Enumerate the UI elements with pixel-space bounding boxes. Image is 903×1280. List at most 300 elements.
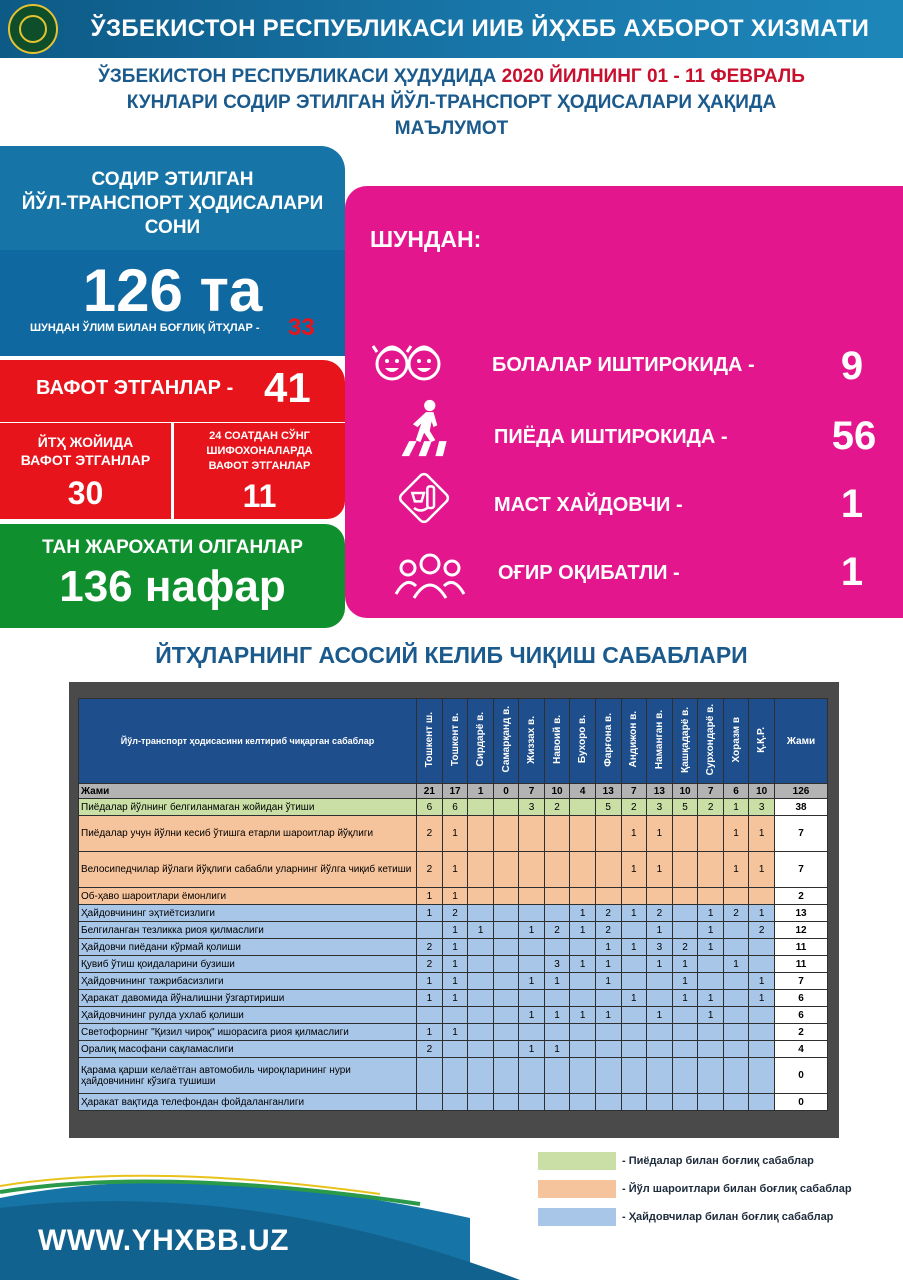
- table-total-row: [79, 784, 828, 799]
- table-cell: [749, 1058, 775, 1094]
- region-name: Навоий в.: [551, 715, 563, 764]
- region-name: Фарғона в.: [602, 712, 614, 767]
- table-cell: [468, 1094, 493, 1111]
- table-cell: [672, 905, 698, 922]
- region-name: Қ.Қ.Р.: [756, 726, 768, 753]
- table-cell: 1: [595, 1007, 621, 1024]
- table-cell: [723, 1024, 748, 1041]
- table-cell: 1: [442, 990, 468, 1007]
- table-cell: [672, 816, 698, 852]
- table-cell: [647, 888, 673, 905]
- table-cell: 1: [468, 784, 493, 799]
- table-cell: 1: [570, 922, 595, 939]
- region-name: Қашқадарё в.: [679, 706, 691, 773]
- table-cell: [595, 888, 621, 905]
- table-cell: [493, 1024, 518, 1041]
- table-cell: 1: [749, 973, 775, 990]
- table-row: [79, 852, 828, 888]
- table-cell: [698, 973, 723, 990]
- table-cell: [621, 1058, 646, 1094]
- table-cell: [544, 1024, 570, 1041]
- table-cell: [647, 1058, 673, 1094]
- breakdown-label-children: БОЛАЛАР ИШТИРОКИДА -: [492, 354, 755, 376]
- deaths-value: 41: [264, 364, 311, 411]
- table-cell: 7: [621, 784, 646, 799]
- table-cell: [621, 1024, 646, 1041]
- table-cell: 2: [417, 816, 443, 852]
- table-header-region: [544, 699, 570, 784]
- breakdown-label-drunk: МАСТ ХАЙДОВЧИ -: [494, 494, 683, 516]
- table-cell: 1: [749, 852, 775, 888]
- table-cell: [544, 905, 570, 922]
- table-cell: [519, 956, 544, 973]
- table-cell: 7: [519, 784, 544, 799]
- table-header-region: [723, 699, 748, 784]
- hospital-deaths-label-2: ШИФОХОНАЛАРДА: [206, 445, 313, 457]
- table-cell-sum: 2: [775, 888, 828, 905]
- table-cell-sum: 6: [775, 1007, 828, 1024]
- table-cell: [468, 973, 493, 990]
- injured-label: ТАН ЖАРОХАТИ ОЛГАНЛАР: [42, 537, 303, 558]
- table-cell: [493, 888, 518, 905]
- table-cell: [493, 1094, 518, 1111]
- table-cell: [519, 1024, 544, 1041]
- table-cell: 1: [647, 1007, 673, 1024]
- table-cell: [647, 990, 673, 1007]
- region-name: Андижон в.: [628, 711, 640, 768]
- table-cell-sum: 0: [775, 1058, 828, 1094]
- table-cell: [723, 922, 748, 939]
- table-cell: [749, 888, 775, 905]
- table-cell: [544, 1058, 570, 1094]
- table-cell: [570, 939, 595, 956]
- table-cell: 1: [544, 1007, 570, 1024]
- table-cell: [442, 1041, 468, 1058]
- hospital-deaths-label-3: ВАФОТ ЭТГАНЛАР: [208, 460, 311, 472]
- header-title: ЎЗБЕКИСТОН РЕСПУБЛИКАСИ ИИВ ЙҲХББ АХБОРОТ ХИЗМАТИ: [90, 15, 870, 42]
- table-cell: 1: [749, 990, 775, 1007]
- region-name: Самарқанд в.: [500, 706, 512, 773]
- table-cell: [647, 1024, 673, 1041]
- table-cell: 1: [621, 990, 646, 1007]
- table-cell: 2: [417, 852, 443, 888]
- table-cell: [647, 1094, 673, 1111]
- table-header-region: [468, 699, 493, 784]
- table-cell: 1: [519, 973, 544, 990]
- table-cell: [468, 1007, 493, 1024]
- table-row: [79, 1041, 828, 1058]
- website-link[interactable]: WWW.YHXBB.UZ: [38, 1224, 289, 1257]
- table-cell: 1: [417, 888, 443, 905]
- table-header-region: [698, 699, 723, 784]
- table-cell: 10: [749, 784, 775, 799]
- table-cell: 17: [442, 784, 468, 799]
- legend-label-driver: - Ҳайдовчилар билан боғлиқ сабаблар: [622, 1211, 834, 1223]
- table-cell-sum: 11: [775, 956, 828, 973]
- table-cell: 1: [647, 852, 673, 888]
- table-cell: 1: [723, 799, 748, 816]
- table-cell: [468, 888, 493, 905]
- table-cell: [749, 956, 775, 973]
- breakdown-value-pedestrian: 56: [831, 414, 877, 458]
- table-header-cause: Йўл-транспорт ҳодисасини келтириб чиқарган сабаблар: [79, 699, 417, 784]
- table-cell: 2: [749, 922, 775, 939]
- table-cell: [493, 1058, 518, 1094]
- table-row: [79, 939, 828, 956]
- table-cell: [749, 1024, 775, 1041]
- subtitle-date-range: 2020 ЙИЛНИНГ 01 - 11 ФЕВРАЛЬ: [501, 66, 805, 87]
- table-cell: [493, 799, 518, 816]
- table-cell: [570, 1058, 595, 1094]
- table-cell: [647, 973, 673, 990]
- table-header-region: [570, 699, 595, 784]
- table-cell: 10: [672, 784, 698, 799]
- table-header-region: [417, 699, 443, 784]
- cause-label: Оралиқ масофани сақламаслиги: [79, 1041, 417, 1058]
- table-cell: [493, 1041, 518, 1058]
- table-row: [79, 1094, 828, 1111]
- table-cell: [723, 1041, 748, 1058]
- table-header-region: [595, 699, 621, 784]
- table-cell: 1: [647, 816, 673, 852]
- table-cell: 1: [442, 816, 468, 852]
- table-cell: 3: [519, 799, 544, 816]
- cause-label: Ҳайдовчининг эҳтиётсизлиги: [79, 905, 417, 922]
- table-cell: [493, 939, 518, 956]
- pedestrian-icon: [390, 398, 462, 458]
- table-cell: 2: [595, 922, 621, 939]
- table-cell: [570, 816, 595, 852]
- table-row: [79, 990, 828, 1007]
- table-cell: [493, 922, 518, 939]
- table-cell: [544, 888, 570, 905]
- breakdown-value-children: 9: [840, 344, 864, 388]
- table-cell: 1: [672, 973, 698, 990]
- table-cell: [468, 905, 493, 922]
- table-row: [79, 922, 828, 939]
- table-cell: 1: [519, 1007, 544, 1024]
- table-cell: 3: [647, 939, 673, 956]
- table-cell: [698, 816, 723, 852]
- subtitle-line1a: ЎЗБЕКИСТОН РЕСПУБЛИКАСИ ҲУДУДИДА: [98, 66, 502, 87]
- table-cell: 5: [672, 799, 698, 816]
- scene-deaths-value: 30: [67, 475, 104, 511]
- table-cell: 1: [442, 852, 468, 888]
- table-cell: 2: [723, 905, 748, 922]
- table-cell: [723, 939, 748, 956]
- hospital-deaths-panel: [174, 423, 345, 519]
- table-cell: [672, 1007, 698, 1024]
- cause-label: Ҳайдовчининг тажрибасизлиги: [79, 973, 417, 990]
- region-name: Тошкент в.: [449, 712, 461, 767]
- table-cell-sum: 0: [775, 1094, 828, 1111]
- table-cell: [544, 939, 570, 956]
- table-cell: 1: [749, 905, 775, 922]
- table-cell: [417, 1094, 443, 1111]
- table-cell: [519, 990, 544, 1007]
- table-cell: 13: [647, 784, 673, 799]
- cause-label: Ҳайдовчи пиёдани кўрмай қолиши: [79, 939, 417, 956]
- region-name: Сурхондарё в.: [705, 703, 717, 776]
- table-cell: [544, 1094, 570, 1111]
- table-cell: 1: [570, 1007, 595, 1024]
- table-cell: 1: [417, 905, 443, 922]
- table-cell: 1: [570, 956, 595, 973]
- cause-label: Қувиб ўтиш қоидаларини бузиши: [79, 956, 417, 973]
- fatal-incidents-value: 33: [288, 314, 315, 341]
- table-cell: 1: [442, 939, 468, 956]
- table-row: [79, 888, 828, 905]
- table-cell: 1: [621, 905, 646, 922]
- region-name: Хоразм в: [730, 716, 742, 763]
- cause-label: Велосипедчилар йўлаги йўқлиги сабабли уларнинг йўлга чиқиб кетиши: [79, 852, 417, 888]
- table-cell: [672, 852, 698, 888]
- table-cell: 5: [595, 799, 621, 816]
- table-cell: [442, 1094, 468, 1111]
- table-cell: [749, 1007, 775, 1024]
- table-cell: [468, 1024, 493, 1041]
- table-cell: 2: [544, 922, 570, 939]
- table-cell: [698, 956, 723, 973]
- table-cell: 1: [647, 956, 673, 973]
- table-cell: 21: [417, 784, 443, 799]
- table-cell-sum: 6: [775, 990, 828, 1007]
- breakdown-label-pedestrian: ПИЁДА ИШТИРОКИДА -: [494, 426, 728, 448]
- table-cell-sum: 4: [775, 1041, 828, 1058]
- table-header-region: [647, 699, 673, 784]
- table-cell: [595, 990, 621, 1007]
- table-cell: [698, 1094, 723, 1111]
- table-cell: [570, 799, 595, 816]
- table-cell: [468, 852, 493, 888]
- table-cell: 4: [570, 784, 595, 799]
- table-cell: 1: [417, 973, 443, 990]
- table-cell: [723, 1058, 748, 1094]
- cause-label: Ҳаракат давомида йўналишни ўзгартириши: [79, 990, 417, 1007]
- subtitle-line3: МАЪЛУМОТ: [394, 118, 509, 139]
- legend-label-road: - Йўл шароитлари билан боғлиқ сабаблар: [622, 1183, 852, 1195]
- table-cell: [519, 1058, 544, 1094]
- table-cell: 1: [442, 956, 468, 973]
- table-cell: [468, 990, 493, 1007]
- table-cell: [417, 922, 443, 939]
- table-cell: 6: [417, 799, 443, 816]
- table-cell: 2: [417, 956, 443, 973]
- table-cell: 1: [621, 852, 646, 888]
- table-cell: [519, 888, 544, 905]
- region-name: Тошкент ш.: [423, 711, 435, 768]
- table-cell: [621, 922, 646, 939]
- hospital-deaths-value: 11: [242, 478, 277, 514]
- table-cell: 1: [519, 922, 544, 939]
- incidents-value: 126 та: [82, 257, 263, 324]
- table-cell: 1: [723, 816, 748, 852]
- table-cell: 6: [442, 799, 468, 816]
- table-cell: 1: [595, 939, 621, 956]
- total-row-label: Жами: [79, 784, 417, 799]
- scene-deaths-label-1: ЙТҲ ЖОЙИДА: [37, 434, 134, 450]
- table-cell: 1: [698, 990, 723, 1007]
- table-cell: [672, 1024, 698, 1041]
- table-cell: 1: [595, 956, 621, 973]
- table-header-region: [621, 699, 646, 784]
- table-cell: [698, 1058, 723, 1094]
- table-cell: [519, 939, 544, 956]
- table-cell: 1: [544, 973, 570, 990]
- region-name: Бухоро в.: [577, 715, 589, 764]
- table-cell: [672, 1094, 698, 1111]
- table-cell-sum: 38: [775, 799, 828, 816]
- table-cell: 1: [672, 990, 698, 1007]
- table-cell: 1: [442, 922, 468, 939]
- table-cell: 13: [595, 784, 621, 799]
- table-row: [79, 1007, 828, 1024]
- table-cell: [493, 956, 518, 973]
- table-cell: 1: [417, 1024, 443, 1041]
- incidents-label: [0, 168, 345, 240]
- table-cell: [595, 1041, 621, 1058]
- table-cell: 0: [493, 784, 518, 799]
- cause-label: Ҳайдовчининг рулда ухлаб қолиши: [79, 1007, 417, 1024]
- table-cell: 1: [519, 1041, 544, 1058]
- table-cell: 1: [570, 905, 595, 922]
- table-cell: [749, 1094, 775, 1111]
- breakdown-title: ШУНДАН:: [370, 226, 482, 252]
- table-cell: [749, 1041, 775, 1058]
- table-cell: 1: [442, 888, 468, 905]
- table-cell: 2: [544, 799, 570, 816]
- table-cell: [672, 1041, 698, 1058]
- table-cell: 1: [723, 852, 748, 888]
- table-cell: [621, 956, 646, 973]
- injured-value: 136 нафар: [59, 562, 286, 611]
- hospital-deaths-label-1: 24 СОАТДАН СЎНГ: [209, 430, 310, 442]
- cause-label: Пиёдалар учун йўлни кесиб ўтишга етарли шароитлар йўқлиги: [79, 816, 417, 852]
- table-cell: [595, 1094, 621, 1111]
- legend-label-pedestrian: - Пиёдалар билан боғлиқ сабаблар: [622, 1155, 814, 1167]
- causes-table: [78, 698, 828, 1111]
- table-cell: [544, 990, 570, 1007]
- table-cell: [621, 973, 646, 990]
- table-cell: 1: [698, 922, 723, 939]
- table-header-region: [519, 699, 544, 784]
- cause-label: Белгиланган тезликка риоя қилмаслиги: [79, 922, 417, 939]
- table-cell: 7: [698, 784, 723, 799]
- table-cell: [595, 852, 621, 888]
- table-cell: [672, 1058, 698, 1094]
- table-cell: 2: [672, 939, 698, 956]
- table-cell: [723, 1094, 748, 1111]
- table-cell: [544, 816, 570, 852]
- table-cell-sum: 11: [775, 939, 828, 956]
- table-cell: [570, 1094, 595, 1111]
- table-cell: 10: [544, 784, 570, 799]
- table-cell: 2: [417, 1041, 443, 1058]
- table-cell: [570, 1041, 595, 1058]
- deaths-label: ВАФОТ ЭТГАНЛАР -: [36, 377, 234, 399]
- table-row: [79, 799, 828, 816]
- table-header-row: [79, 699, 828, 784]
- people-group-icon: [394, 546, 466, 606]
- report-subtitle: [0, 64, 903, 142]
- table-cell-sum: 7: [775, 973, 828, 990]
- table-row: [79, 956, 828, 973]
- table-cell: 1: [698, 939, 723, 956]
- drunk-driver-icon: [388, 468, 460, 528]
- table-cell: [723, 973, 748, 990]
- table-cell: 1: [442, 1024, 468, 1041]
- table-cell: [468, 956, 493, 973]
- table-cell: [493, 1007, 518, 1024]
- scene-deaths-panel: [0, 423, 171, 519]
- region-name: Сирдарё в.: [475, 712, 487, 767]
- table-cell: [442, 1007, 468, 1024]
- causes-section-title: ЙТҲЛАРНИНГ АСОСИЙ КЕЛИБ ЧИҚИШ САБАБЛАРИ: [155, 642, 748, 668]
- children-icon: [372, 330, 444, 390]
- table-cell-sum: 13: [775, 905, 828, 922]
- table-cell: 2: [698, 799, 723, 816]
- table-cell: [621, 1094, 646, 1111]
- subtitle-line2: КУНЛАРИ СОДИР ЭТИЛГАН ЙЎЛ-ТРАНСПОРТ ҲОДИСАЛАРИ ҲАҚИДА: [126, 92, 777, 113]
- incidents-label-1: СОДИР ЭТИЛГАН: [91, 169, 254, 190]
- cause-label: Об-ҳаво шароитлари ёмонлиги: [79, 888, 417, 905]
- table-cell: 2: [621, 799, 646, 816]
- table-cell: 2: [417, 939, 443, 956]
- table-cell: 1: [595, 973, 621, 990]
- table-cell: [519, 816, 544, 852]
- incidents-label-2: ЙЎЛ-ТРАНСПОРТ ҲОДИСАЛАРИ: [21, 193, 324, 214]
- table-cell: 1: [749, 816, 775, 852]
- table-cell: 6: [723, 784, 748, 799]
- table-cell: 3: [544, 956, 570, 973]
- breakdown-value-drunk: 1: [840, 482, 864, 526]
- table-header-total: Жами: [775, 699, 828, 784]
- cause-label: Пиёдалар йўлнинг белгиланмаган жойидан ўтиши: [79, 799, 417, 816]
- table-cell: [519, 852, 544, 888]
- table-row: [79, 905, 828, 922]
- table-cell: [417, 1058, 443, 1094]
- table-row: [79, 1058, 828, 1094]
- table-cell: [493, 852, 518, 888]
- table-header-region: [493, 699, 518, 784]
- table-row: [79, 1024, 828, 1041]
- table-cell: 1: [698, 905, 723, 922]
- table-cell: 2: [442, 905, 468, 922]
- table-cell: 1: [417, 990, 443, 1007]
- table-cell: [468, 1058, 493, 1094]
- table-cell: [519, 905, 544, 922]
- table-cell: [468, 939, 493, 956]
- table-cell: [595, 1024, 621, 1041]
- table-cell: [417, 1007, 443, 1024]
- region-name: Жиззах в.: [526, 715, 537, 764]
- table-header-region: [749, 699, 775, 784]
- table-cell: [493, 990, 518, 1007]
- breakdown-value-severe: 1: [840, 550, 864, 594]
- table-cell-sum: 7: [775, 852, 828, 888]
- table-cell: [672, 922, 698, 939]
- cause-label: Қарама қарши келаётган автомобиль чироқларининг нури ҳайдовчининг кўзига тушиши: [79, 1058, 417, 1094]
- table-cell: [570, 990, 595, 1007]
- table-cell: 1: [723, 956, 748, 973]
- table-cell: 3: [647, 799, 673, 816]
- table-cell: [570, 1024, 595, 1041]
- table-cell: 1: [544, 1041, 570, 1058]
- table-row: [79, 816, 828, 852]
- table-cell: [468, 799, 493, 816]
- table-cell: [468, 816, 493, 852]
- table-cell: [621, 1007, 646, 1024]
